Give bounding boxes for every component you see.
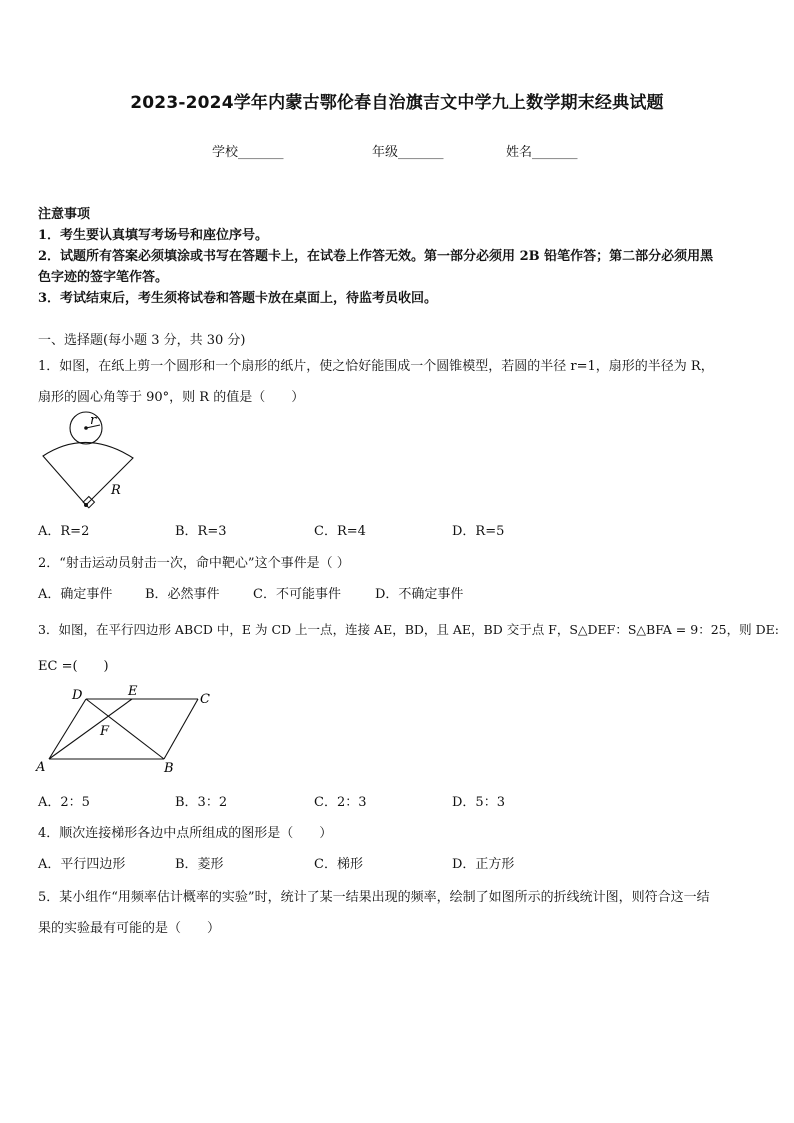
q3-option-a[interactable]: A．2：5 [38,795,90,810]
notes-heading: 注意事项 [38,207,91,222]
section-heading: 一、选择题(每小题 3 分，共 30 分) [38,333,246,348]
point-label-B: B [164,761,174,775]
note-item: 色字迹的签字笔作答。 [38,270,169,285]
question-4-text: 4．顺次连接梯形各边中点所组成的图形是（ ） [38,826,333,841]
question-3-text-cont: EC =( ) [38,659,109,674]
question-1-text: 1．如图，在纸上剪一个圆形和一个扇形的纸片，使之恰好能围成一个圆锥模型，若圆的半径 r=1，扇形的半径为 R， [38,359,714,374]
name-field: 姓名_______ [506,145,578,160]
page-title: 2023-2024学年内蒙古鄂伦春自治旗吉文中学九上数学期末经典试题 [130,93,664,113]
parallelogram-figure [34,683,224,775]
question-2-text: 2．“射击运动员射击一次，命中靶心”这个事件是（ ） [38,556,350,571]
q2-option-a[interactable]: A．确定事件 [38,587,113,602]
q1-option-b[interactable]: B．R=3 [175,524,227,539]
point-label-E: E [128,684,138,699]
note-item: 3．考试结束后，考生须将试卷和答题卡放在桌面上，待监考员收回。 [38,291,438,306]
note-item: 1．考生要认真填写考场号和座位序号。 [38,228,269,243]
school-field: 学校_______ [212,145,284,160]
q4-option-c[interactable]: C．梯形 [314,857,363,872]
fig-label-r: r [90,413,97,428]
fig-label-R: R [111,483,121,498]
point-label-A: A [36,760,46,775]
question-1-text-cont: 扇形的圆心角等于 90°，则 R 的值是（ ） [38,390,305,405]
point-label-D: D [72,688,83,703]
point-label-F: F [100,724,110,739]
point-label-C: C [200,692,210,707]
question-5-text: 5．某小组作“用频率估计概率的实验”时，统计了某一结果出现的频率，绘制了如图所示的折线统计图，则符合这一结 [38,890,710,905]
q4-option-a[interactable]: A．平行四边形 [38,857,126,872]
question-3-text: 3．如图，在平行四边形 ABCD 中，E 为 CD 上一点，连接 AE，BD，且 AE，BD 交于点 F，S△DEF：S△BFA = 9：25，则 DE: [38,622,779,637]
question-5-text-cont: 果的实验最有可能的是（ ） [38,921,221,936]
q2-option-c[interactable]: C．不可能事件 [253,587,341,602]
q1-option-a[interactable]: A．R=2 [38,524,90,539]
q3-option-d[interactable]: D．5：3 [452,795,505,810]
q1-option-d[interactable]: D．R=5 [452,524,505,539]
q4-option-b[interactable]: B．菱形 [175,857,224,872]
q1-option-c[interactable]: C．R=4 [314,524,366,539]
q4-option-d[interactable]: D．正方形 [452,857,515,872]
grade-field: 年级_______ [372,145,444,160]
q2-option-d[interactable]: D．不确定事件 [375,587,464,602]
note-item: 2．试题所有答案必须填涂或书写在答题卡上，在试卷上作答无效。第一部分必须用 2B 铅笔作答；第二部分必须用黑 [38,249,714,264]
q3-option-c[interactable]: C．2：3 [314,795,367,810]
q2-option-b[interactable]: B．必然事件 [145,587,220,602]
cone-net-figure [36,408,146,512]
q3-option-b[interactable]: B．3：2 [175,795,228,810]
